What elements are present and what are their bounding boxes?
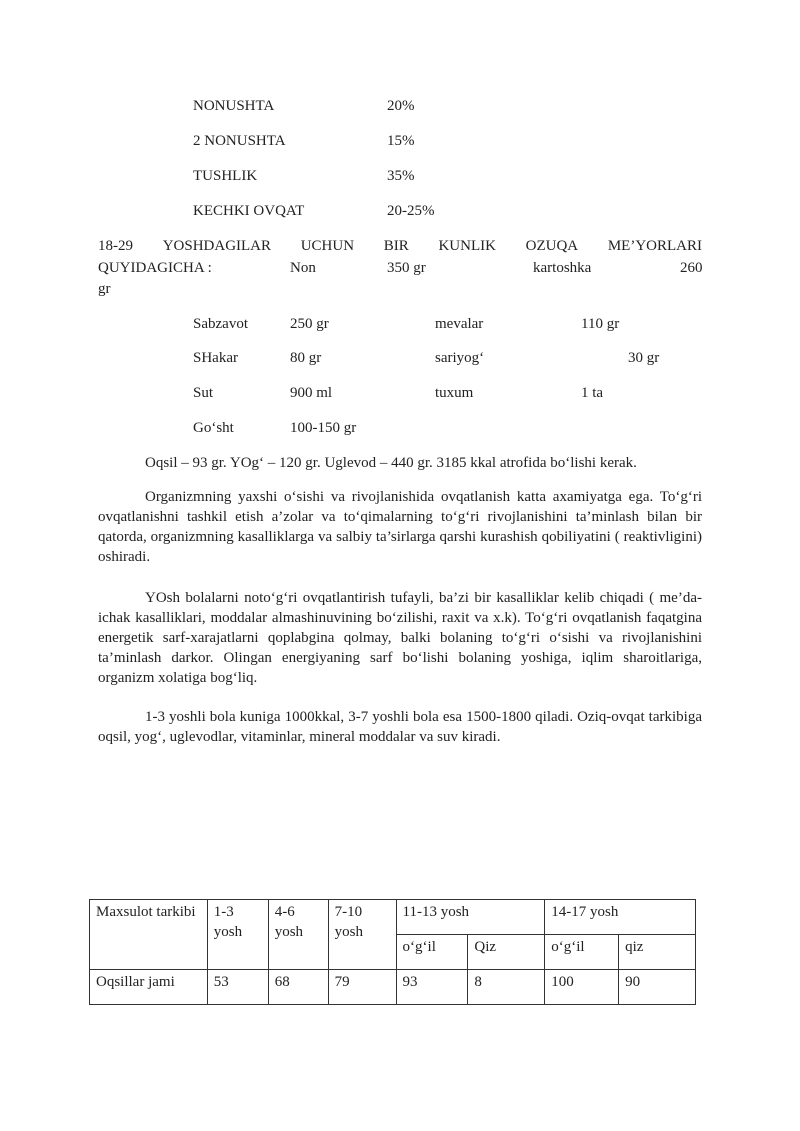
table-cell: 100 (545, 970, 619, 1005)
heading-word: BIR (383, 238, 409, 254)
heading-word: 18-29 (98, 238, 133, 254)
header-boy: o‘g‘il (396, 935, 468, 970)
norm-item: Sut (193, 385, 214, 401)
meal-percent: 20-25% (387, 203, 435, 219)
table-cell: 8 (468, 970, 545, 1005)
table-cell: 90 (619, 970, 696, 1005)
table-cell: 68 (268, 970, 328, 1005)
norm-value: 1 ta (581, 385, 604, 401)
paragraph-nutrition-importance: Organizmning yaxshi o‘sishi va rivojlanishida ovqatlanish katta axamiyatga ega. To‘g‘ri ovqatlanishni tashkil etish a’zolar va to‘qimalarning to‘g‘ri rivojlanishini ta’minlash bilan bir qatorda, organizmning kasalliklarga va salbiy ta’sirlarga qarshi kurashish qobiliyatini ( reaktivligini) oshiradi. (98, 489, 702, 565)
header-boy: o‘g‘il (545, 935, 619, 970)
meal-percent: 20% (387, 98, 415, 114)
meal-percent: 35% (387, 168, 415, 184)
header-age-group: 14-17 yosh (545, 900, 696, 935)
norm-item: mevalar (435, 316, 484, 332)
norm-item: tuxum (435, 385, 474, 401)
norm-item: Sabzavot (193, 316, 248, 332)
meal-name: KECHKI OVQAT (193, 203, 305, 219)
norm-value: 260 (680, 260, 703, 276)
header-girl: Qiz (468, 935, 545, 970)
norm-item: sariyog‘ (435, 350, 485, 366)
header-product: Maxsulot tarkibi (90, 900, 208, 970)
heading-word: ME’YORLARI (607, 238, 702, 254)
heading-label: QUYIDAGICHA : (98, 260, 212, 276)
norm-value: 80 gr (290, 350, 322, 366)
heading-word: YOSHDAGILAR (162, 238, 272, 254)
norm-value: 100-150 gr (290, 420, 357, 436)
meal-name: 2 NONUSHTA (193, 133, 286, 149)
nutrient-table (89, 899, 696, 1005)
meal-name: NONUSHTA (193, 98, 275, 114)
heading-word: UCHUN (300, 238, 355, 254)
header-age: 4-6 yosh (268, 900, 328, 970)
meal-name: TUSHLIK (193, 168, 258, 184)
norm-item: Non (290, 260, 316, 276)
norm-value: 250 gr (290, 316, 329, 332)
header-girl: qiz (619, 935, 696, 970)
heading-word: OZUQA (525, 238, 579, 254)
norm-item: SHakar (193, 350, 238, 366)
paragraph-malnutrition: YOsh bolalarni noto‘g‘ri ovqatlantirish tufayli, ba’zi bir kasalliklar kelib chiqadi ( me’da-ichak kasalliklari, moddalar almashinuvining bo‘zilishi, raxit va x.k). To‘g‘ri ovqatlanish faqatgina energetik sarf-xarajatlarni qoplabgina qolmay, balki bolaning to‘g‘ri o‘sishi va rivojlanishini ta’minlash darkor. Olingan energiyaning sarf bo‘lishi bolaning yoshiga, iqlim sharoitlariga, organizm xolatiga bog‘liq. (98, 590, 702, 686)
header-age: 7-10 yosh (328, 900, 396, 970)
norm-item: Go‘sht (193, 420, 234, 436)
norm-unit: gr (98, 281, 111, 297)
table-cell: 79 (328, 970, 396, 1005)
row-label: Oqsillar jami (90, 970, 208, 1005)
table-cell: 93 (396, 970, 468, 1005)
meal-percent: 15% (387, 133, 415, 149)
header-age: 1-3 yosh (207, 900, 268, 970)
nutrient-summary: Oqsil – 93 gr. YOg‘ – 120 gr. Uglevod – 440 gr. 3185 kkal atrofida bo‘lishi kerak. (145, 455, 637, 471)
norm-value: 30 gr (628, 350, 660, 366)
norm-value: 900 ml (290, 385, 333, 401)
norm-value: 350 gr (387, 260, 426, 276)
table-row (90, 970, 696, 1005)
norms-heading (98, 237, 702, 255)
norm-value: 110 gr (581, 316, 620, 332)
heading-word: KUNLIK (438, 238, 496, 254)
table-cell: 53 (207, 970, 268, 1005)
header-age-group: 11-13 yosh (396, 900, 545, 935)
norm-item: kartoshka (533, 260, 592, 276)
paragraph-energy-needs: 1-3 yoshli bola kuniga 1000kkal, 3-7 yoshli bola esa 1500-1800 qiladi. Oziq-ovqat tarkibiga oqsil, yog‘, uglevodlar, vitaminlar, mineral moddalar va suv kiradi. (98, 709, 702, 745)
